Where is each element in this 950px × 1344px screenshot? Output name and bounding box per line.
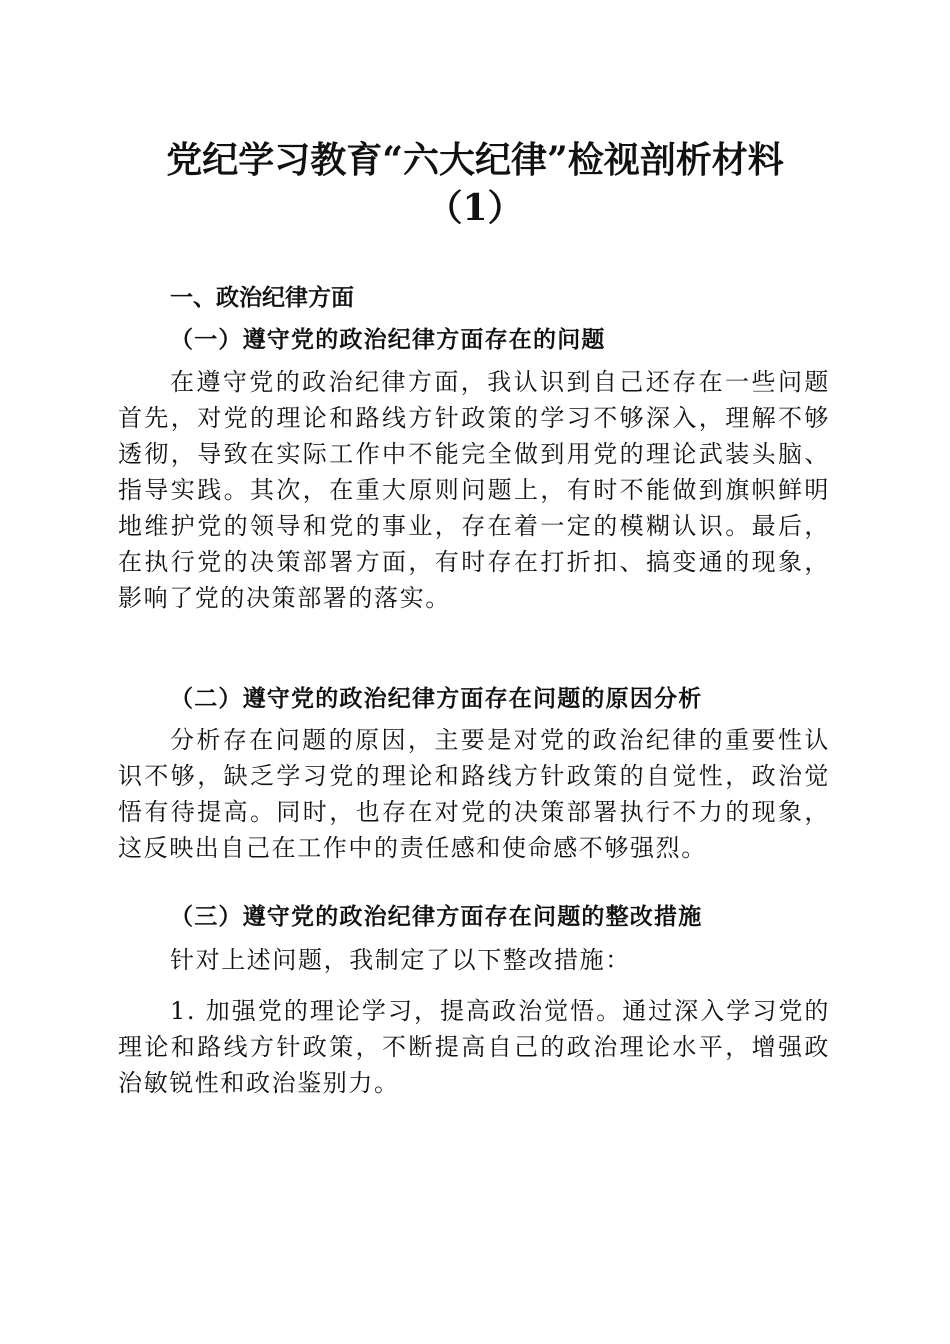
subsection-heading-problems: （一）遵守党的政治纪律方面存在的问题 bbox=[170, 326, 606, 353]
section-heading-political-discipline: 一、政治纪律方面 bbox=[170, 285, 354, 311]
subsection-heading-cause-analysis: （二）遵守党的政治纪律方面存在问题的原因分析 bbox=[170, 685, 703, 712]
paragraph-cause-analysis: 分析存在问题的原因，主要是对党的政治纪律的重要性认识不够，缺乏学习党的理论和路线方针政策的自觉性，政治觉悟有待提高。同时，也存在对党的决策部署执行不力的现象，这反映出自己在工作中的责任感和使命感不够强烈。 bbox=[118, 726, 830, 862]
paragraph-rectification-intro: 针对上述问题，我制定了以下整改措施： bbox=[170, 946, 631, 974]
document-title: 党纪学习教育“六大纪律”检视剖析材料 bbox=[166, 139, 784, 181]
document-title-number: （1） bbox=[426, 187, 524, 229]
subsection-heading-rectification: （三）遵守党的政治纪律方面存在问题的整改措施 bbox=[170, 903, 703, 930]
paragraph-rectification-measure-1: 1. 加强党的理论学习，提高政治觉悟。通过深入学习党的理论和路线方针政策，不断提高自己的政治理论水平，增强政治敏锐性和政治鉴别力。 bbox=[118, 997, 830, 1097]
paragraph-problems: 在遵守党的政治纪律方面，我认识到自己还存在一些问题首先，对党的理论和路线方针政策的学习不够深入，理解不够透彻，导致在实际工作中不能完全做到用党的理论武装头脑、指导实践。其次，在重大原则问题上，有时不能做到旗帜鲜明地维护党的领导和党的事业，存在着一定的模糊认识。最后，在执行党的决策部署方面，有时存在打折扣、搞变通的现象，影响了党的决策部署的落实。 bbox=[118, 368, 830, 612]
